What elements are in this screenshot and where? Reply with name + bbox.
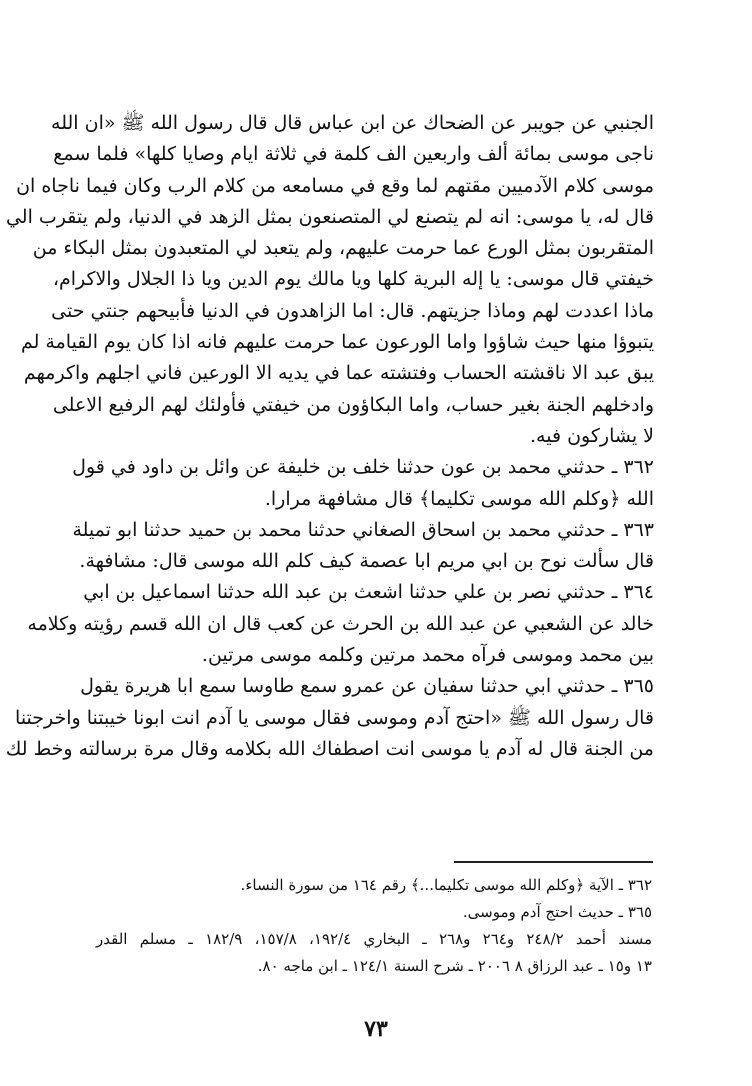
hadith-365-line: قال رسول الله ﷺ «احتج آدم وموسى فقال موسى يا آدم انت ابونا خيبتنا واخرجتنا xyxy=(15,706,654,729)
text-line: يبق عبد الا ناقشته الحساب وفتشته عما في يديه الا الورعين فاني اجلهم واكرمهم xyxy=(23,362,654,385)
hadith-362-line: الله ﴿وكلم الله موسى تكليما﴾ قال مشافهة مرارا. xyxy=(264,487,654,510)
text-line: الجنبي عن جويبر عن الضحاك عن ابن عباس قال قال رسول الله ﷺ «ان الله xyxy=(51,112,654,134)
hadith-365-line: من الجنة قال له آدم يا موسى انت اصطفاك الله بكلامه وقال مرة برسالته وخط لك xyxy=(5,737,654,760)
text-line: ماذا اعددت لهم وماذا جزيتهم. قال: اما الزاهدون في الدنيا فأبيحهم جنتي حتى xyxy=(51,299,654,322)
text-line: ناجى موسى بمائة ألف واربعين الف كلمة في ثلاثة ايام وصايا كلها» فلما سمع xyxy=(53,143,654,166)
text-line: موسى كلام الآدميين مقتهم لما وقع في مسامعه من كلام الرب وكان فيما ناجاه ان xyxy=(16,174,654,197)
text-line: المتقربون بمثل الورع عما حرمت عليهم، ولم يتعبد لي المتعبدون بمثل البكاء من xyxy=(32,237,654,260)
hadith-362-line: ٣٦٢ ـ حدثني محمد بن عون حدثنا خلف بن خليفة عن وائل بن داود في قول xyxy=(72,456,654,479)
footnote-line: مسند أحمد ٢٤٨/٢ و٢٦٤ و٢٦٨ ـ البخاري ١٩٢/٤، ١٥٧/٨، ١٨٢/٩ ـ مسلم القدر xyxy=(96,930,653,948)
page-number: ٧٣ xyxy=(364,1016,388,1042)
hadith-365-line: ٣٦٥ ـ حدثني ابي حدثنا سفيان عن عمرو سمع طاوسا سمع ابا هريرة يقول xyxy=(80,675,654,698)
hadith-364-line: ٣٦٤ ـ حدثني نصر بن علي حدثنا اشعث بن عبد الله حدثنا اسماعيل بن ابي xyxy=(83,581,654,604)
footnote-line: ٣٦٢ ـ الآية ﴿وكلم الله موسى تكليما...﴾ رقم ١٦٤ من سورة النساء. xyxy=(240,876,652,894)
footnote-line: ٣٦٥ ـ حديث احتج آدم وموسى. xyxy=(462,903,652,921)
text-line: وادخلهم الجنة بغير حساب، واما البكاؤون من خيفتي فأولئك لهم الرفيع الاعلى xyxy=(52,393,654,416)
text-line: لا يشاركون فيه. xyxy=(530,424,654,447)
hadith-363-line: قال سألت نوح بن ابي مريم ابا عصمة كيف كلم الله موسى قال: مشافهة. xyxy=(79,550,654,573)
footnote-divider xyxy=(454,861,653,863)
text-line: قال له، يا موسى: انه لم يتصنع لي المتصنعون بمثل الزهد في الدنيا، ولم يتقرب الي xyxy=(5,205,654,228)
text-line: خيفتي قال موسى: يا إله البرية كلها ويا مالك يوم الدين ويا ذا الجلال والاكرام، xyxy=(52,268,654,291)
text-line: يتبوؤا منها حيث شاؤوا واما الورعون عما حرمت عليهم فانه اذا كان يوم القيامة لم xyxy=(20,331,654,354)
hadith-363-line: ٣٦٣ ـ حدثني محمد بن اسحاق الصغاني حدثنا محمد بن حميد حدثنا ابو تميلة xyxy=(72,518,654,541)
hadith-364-line: خالد عن الشعبي عن عبد الله بن الحرث عن كعب قال ان الله قسم رؤيته وكلامه xyxy=(27,612,654,635)
main-text xyxy=(5,108,654,765)
footnote-line: ١٣ و١٥ ـ عبد الرزاق ٨ ٢٠٠٦ ـ شرح السنة ١٢٤/١ ـ ابن ماجه ٨٠. xyxy=(257,957,652,975)
footnotes xyxy=(96,872,652,980)
hadith-364-line: بين محمد وموسى فرآه محمد مرتين وكلمه موسى مرتين. xyxy=(201,644,654,667)
